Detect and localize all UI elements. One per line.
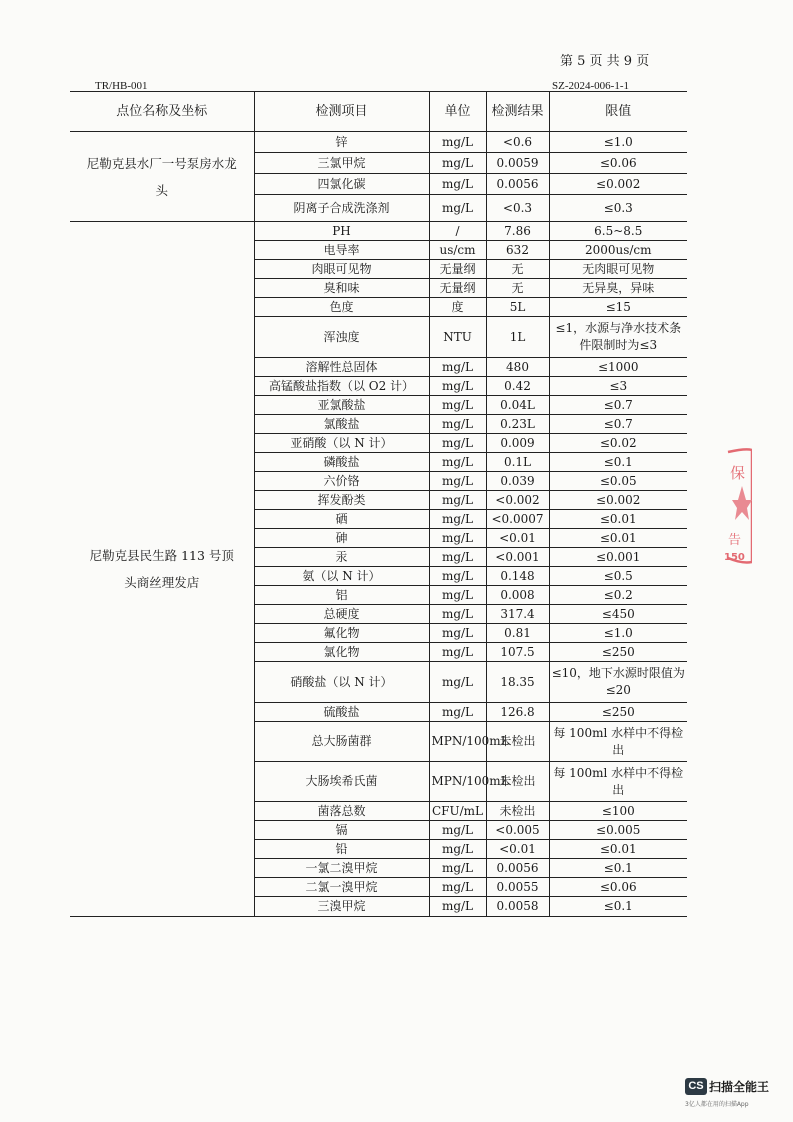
test-item: 砷 (254, 529, 429, 548)
unit: mg/L (429, 153, 486, 174)
unit: mg/L (429, 897, 486, 917)
test-item: 浑浊度 (254, 317, 429, 358)
result: <0.01 (486, 840, 549, 859)
unit: mg/L (429, 567, 486, 586)
test-item: 总大肠菌群 (254, 722, 429, 762)
unit: mg/L (429, 396, 486, 415)
limit: ≤0.02 (549, 434, 687, 453)
limit: ≤0.002 (549, 491, 687, 510)
result: <0.3 (486, 195, 549, 222)
result: <0.6 (486, 132, 549, 153)
test-item: 阴离子合成洗涤剂 (254, 195, 429, 222)
unit: mg/L (429, 510, 486, 529)
col-header-limit: 限值 (549, 92, 687, 132)
limit: ≤1000 (549, 358, 687, 377)
result: 未检出 (486, 762, 549, 802)
test-item: 大肠埃希氏菌 (254, 762, 429, 802)
test-item: 六价铬 (254, 472, 429, 491)
limit: ≤10，地下水源时限值为≤20 (549, 662, 687, 703)
test-item: 硝酸盐（以 N 计） (254, 662, 429, 703)
limit: ≤0.1 (549, 897, 687, 917)
unit: mg/L (429, 859, 486, 878)
limit: ≤0.06 (549, 878, 687, 897)
result: 0.0058 (486, 897, 549, 917)
result: 未检出 (486, 722, 549, 762)
result: 0.42 (486, 377, 549, 396)
limit: ≤0.3 (549, 195, 687, 222)
test-item: 亚氯酸盐 (254, 396, 429, 415)
unit: 无量纲 (429, 260, 486, 279)
limit: 每 100ml 水样中不得检出 (549, 762, 687, 802)
test-item: 溶解性总固体 (254, 358, 429, 377)
scanner-app-name: 扫描全能王 (709, 1080, 770, 1094)
unit: mg/L (429, 529, 486, 548)
water-test-results-table (70, 91, 687, 917)
report-code-left: TR/HB-001 (95, 80, 148, 92)
result: 632 (486, 241, 549, 260)
unit: NTU (429, 317, 486, 358)
test-item: 汞 (254, 548, 429, 567)
limit: ≤0.01 (549, 529, 687, 548)
limit: ≤3 (549, 377, 687, 396)
unit: mg/L (429, 662, 486, 703)
result: 无 (486, 279, 549, 298)
test-item: 氯化物 (254, 643, 429, 662)
table-row (70, 132, 687, 153)
limit: ≤0.1 (549, 859, 687, 878)
unit: mg/L (429, 703, 486, 722)
limit: ≤250 (549, 643, 687, 662)
result: 0.039 (486, 472, 549, 491)
limit: ≤0.01 (549, 840, 687, 859)
limit: 2000us/cm (549, 241, 687, 260)
svg-text:保: 保 (730, 464, 746, 482)
limit: ≤0.005 (549, 821, 687, 840)
limit: ≤0.002 (549, 174, 687, 195)
svg-text:告: 告 (728, 533, 742, 548)
page-number: 第 5 页 共 9 页 (560, 54, 650, 69)
limit: 无异臭，异味 (549, 279, 687, 298)
limit: ≤250 (549, 703, 687, 722)
unit: MPN/100mL (429, 762, 486, 802)
unit: CFU/mL (429, 802, 486, 821)
limit: ≤100 (549, 802, 687, 821)
test-item: 铅 (254, 840, 429, 859)
table-header-row (70, 92, 687, 132)
test-item: 铝 (254, 586, 429, 605)
col-header-item: 检测项目 (254, 92, 429, 132)
scanner-watermark (685, 1076, 770, 1108)
unit: mg/L (429, 586, 486, 605)
test-item: PH (254, 222, 429, 241)
unit: mg/L (429, 453, 486, 472)
svg-text:150: 150 (724, 552, 745, 563)
result: 18.35 (486, 662, 549, 703)
table-row (70, 222, 687, 241)
unit: 无量纲 (429, 279, 486, 298)
result: 0.0056 (486, 174, 549, 195)
result: 1L (486, 317, 549, 358)
result: 0.23L (486, 415, 549, 434)
limit: ≤15 (549, 298, 687, 317)
test-item: 高锰酸盐指数（以 O2 计） (254, 377, 429, 396)
limit: ≤1.0 (549, 132, 687, 153)
result: 无 (486, 260, 549, 279)
result: 0.0056 (486, 859, 549, 878)
test-item: 肉眼可见物 (254, 260, 429, 279)
limit: ≤0.2 (549, 586, 687, 605)
unit: mg/L (429, 132, 486, 153)
unit: us/cm (429, 241, 486, 260)
limit: 6.5~8.5 (549, 222, 687, 241)
unit: mg/L (429, 434, 486, 453)
test-item: 亚硝酸（以 N 计） (254, 434, 429, 453)
col-header-unit: 单位 (429, 92, 486, 132)
limit: ≤0.7 (549, 396, 687, 415)
limit: ≤0.05 (549, 472, 687, 491)
unit: mg/L (429, 358, 486, 377)
test-item: 菌落总数 (254, 802, 429, 821)
result: <0.001 (486, 548, 549, 567)
result: 0.0059 (486, 153, 549, 174)
test-item: 硒 (254, 510, 429, 529)
result: <0.005 (486, 821, 549, 840)
result: 0.009 (486, 434, 549, 453)
unit: mg/L (429, 840, 486, 859)
test-item: 氨（以 N 计） (254, 567, 429, 586)
unit: / (429, 222, 486, 241)
col-header-result: 检测结果 (486, 92, 549, 132)
test-item: 锌 (254, 132, 429, 153)
unit: mg/L (429, 415, 486, 434)
scanner-logo-icon: CS (685, 1078, 707, 1095)
site-name-pump-room: 尼勒克县水厂一号泵房水龙头 (70, 132, 254, 222)
result: 317.4 (486, 605, 549, 624)
limit: ≤0.1 (549, 453, 687, 472)
limit: 无肉眼可见物 (549, 260, 687, 279)
test-item: 三溴甲烷 (254, 897, 429, 917)
unit: mg/L (429, 878, 486, 897)
result: 480 (486, 358, 549, 377)
result: 7.86 (486, 222, 549, 241)
test-item: 硫酸盐 (254, 703, 429, 722)
test-item: 氟化物 (254, 624, 429, 643)
limit: ≤0.001 (549, 548, 687, 567)
unit: mg/L (429, 195, 486, 222)
result: 0.0055 (486, 878, 549, 897)
test-item: 一氯二溴甲烷 (254, 859, 429, 878)
limit: ≤0.06 (549, 153, 687, 174)
test-item: 色度 (254, 298, 429, 317)
seal-stamp-fragment (716, 440, 752, 570)
result: <0.002 (486, 491, 549, 510)
result: 未检出 (486, 802, 549, 821)
test-item: 臭和味 (254, 279, 429, 298)
result: 0.04L (486, 396, 549, 415)
scanner-tagline: 3亿人都在用的扫描App (685, 1101, 749, 1108)
result: 126.8 (486, 703, 549, 722)
result: 0.1L (486, 453, 549, 472)
result: <0.01 (486, 529, 549, 548)
result: 0.148 (486, 567, 549, 586)
unit: mg/L (429, 624, 486, 643)
limit: ≤450 (549, 605, 687, 624)
test-item: 二氯一溴甲烷 (254, 878, 429, 897)
test-item: 镉 (254, 821, 429, 840)
unit: mg/L (429, 377, 486, 396)
limit: ≤0.01 (549, 510, 687, 529)
test-item: 氯酸盐 (254, 415, 429, 434)
result: <0.0007 (486, 510, 549, 529)
limit: ≤1.0 (549, 624, 687, 643)
report-code-right: SZ-2024-006-1-1 (552, 80, 629, 92)
unit: mg/L (429, 491, 486, 510)
limit: ≤0.7 (549, 415, 687, 434)
test-item: 四氯化碳 (254, 174, 429, 195)
unit: mg/L (429, 472, 486, 491)
unit: mg/L (429, 548, 486, 567)
test-item: 总硬度 (254, 605, 429, 624)
unit: mg/L (429, 605, 486, 624)
limit: ≤1，水源与净水技术条件限制时为≤3 (549, 317, 687, 358)
site-name-barber-shop: 尼勒克县民生路 113 号顶头商丝理发店 (70, 222, 254, 917)
result: 107.5 (486, 643, 549, 662)
test-item: 挥发酚类 (254, 491, 429, 510)
unit: mg/L (429, 821, 486, 840)
test-item: 电导率 (254, 241, 429, 260)
unit: MPN/100mL (429, 722, 486, 762)
unit: 度 (429, 298, 486, 317)
col-header-site: 点位名称及坐标 (70, 92, 254, 132)
test-item: 三氯甲烷 (254, 153, 429, 174)
limit: 每 100ml 水样中不得检出 (549, 722, 687, 762)
limit: ≤0.5 (549, 567, 687, 586)
test-item: 磷酸盐 (254, 453, 429, 472)
unit: mg/L (429, 174, 486, 195)
result: 5L (486, 298, 549, 317)
unit: mg/L (429, 643, 486, 662)
result: 0.81 (486, 624, 549, 643)
result: 0.008 (486, 586, 549, 605)
